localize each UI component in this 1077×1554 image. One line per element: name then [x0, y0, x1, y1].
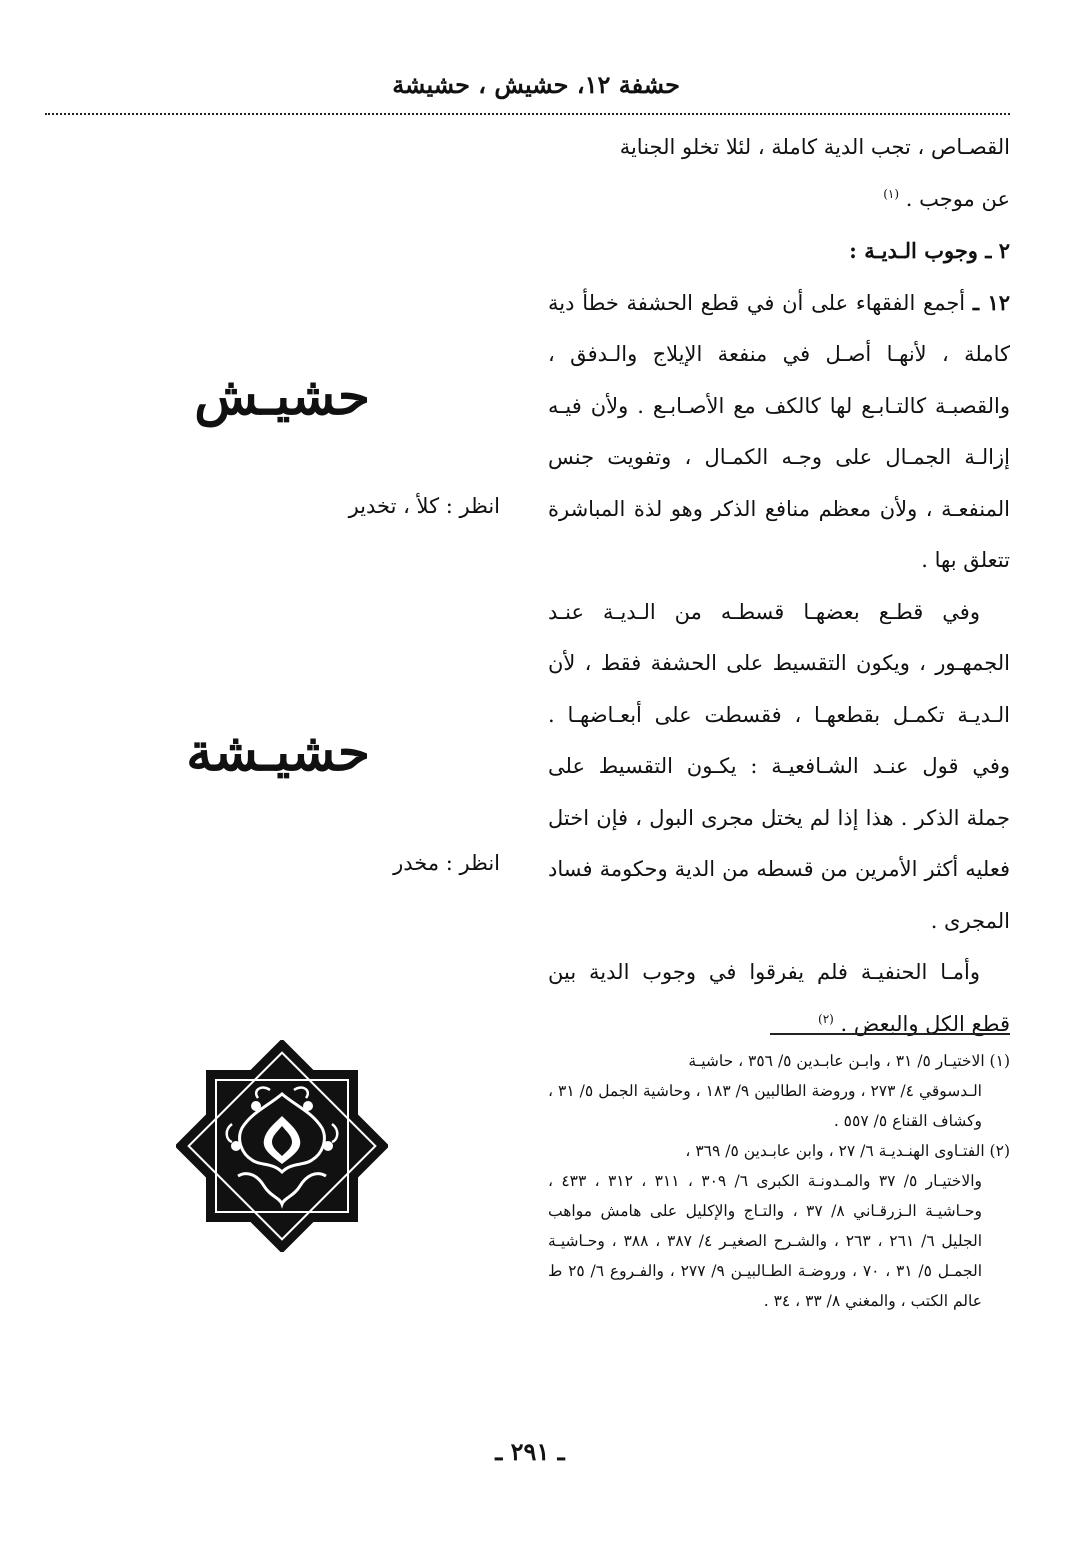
footnote-divider: [770, 1033, 1010, 1035]
continuation-text: عن موجب .: [905, 186, 1010, 211]
continuation-line: [548, 174, 1010, 226]
paragraph-hanafi-text: وأمـا الحنفيـة فلم يفرقوا في وجوب الدية بين قطع الكل والبعض .: [548, 960, 1010, 1036]
entry-title-hashisha: حشيـشة: [186, 722, 370, 783]
main-text-column: [548, 122, 1010, 1050]
paragraph-12-text: أجمع الفقهاء على أن في قطع الحشفة خطأ دية كاملة ، لأنهـا أصـل في منفعة الإيلاج والـدفق ، والقصبـة كالتـابـع لها كالكف مع الأصـابـع . ولأن فيـه إزالـة الجمـال على وجـه الكمـال ، وتفويت جنس المنفعـة ، ولأن معظم منافع الذكر وهو لذة المباشرة تتعلق بها .: [548, 290, 1010, 572]
running-head: حشفة ١٢، حشيش ، حشيشة: [392, 70, 680, 99]
footnote-marker-1[interactable]: (١): [883, 186, 900, 201]
continuation-line: القصـاص ، تجب الدية كاملة ، لئلا تخلو الجناية: [619, 135, 1010, 159]
footnote-2-continuation: والاختيـار ٥/ ٣٧ والمـدونـة الكبرى ٦/ ٣٠٩ ، ٣١١ ، ٣١٢ ، ٤٣٣ ، وحـاشيـة الـزرقـاني ٨/ ٣٧ ، والتـاج والإكليل على هامش مواهب الجليل ٦/ ٢٦١ ، ٢٦٣ ، والشـرح الصغيـر ٤/ ٣٨٧ ، ٣٨٨ ، وحـاشيـة الجمـل ٥/ ٣١ ، ٧٠ ، وروضـة الطـالبيـن ٩/ ٢٧٧ ، والفـروع ٦/ ٢٥ ط عالم الكتب ، والمغني ٨/ ٣٣ ، ٣٤ .: [548, 1172, 983, 1310]
footnote-marker-2[interactable]: (٢): [818, 1011, 834, 1026]
entry-see-also-hashisha[interactable]: انظر : مخدر: [393, 851, 500, 875]
footnote-1-continuation: الـدسوقي ٤/ ٢٧٣ ، وروضة الطالبين ٩/ ١٨٣ ، وحاشية الجمل ٥/ ٣١ ، وكشاف القناع ٥/ ٥٥٧ .: [548, 1082, 982, 1130]
footnotes: [548, 1046, 1010, 1316]
footnote-2-first-line: (٢) الفتـاوى الهنـديـة ٦/ ٢٧ ، وابن عابـدين ٥/ ٣٦٩ ،: [685, 1142, 1010, 1160]
entry-see-also-hashish[interactable]: انظر : كلأ ، تخدير: [348, 494, 500, 518]
paragraph-12: [548, 277, 1010, 587]
page-number: ـ ٢٩١ ـ: [495, 1437, 565, 1466]
section-subheading: ٢ ـ وجوب الـديـة :: [849, 238, 1010, 263]
footnote-1-first-line: (١) الاختيـار ٥/ ٣١ ، وابـن عابـدين ٥/ ٣٥٦ ، حاشيـة: [688, 1052, 1010, 1070]
star-arabesque-ornament-icon: [176, 1040, 388, 1252]
footnote-1: [548, 1046, 1010, 1076]
paragraph-number: ١٢ ـ: [972, 289, 1010, 315]
entry-title-hashish: حشيـش: [194, 366, 370, 427]
footnote-2: [548, 1136, 1010, 1166]
paragraph-partial-cut: وفي قطـع بعضهـا قسطـه من الـديـة عنـد الجمهـور ، ويكون التقسيط على الحشفة فقط ، لأن الـديـة تكمـل بقطعهـا ، فقسطت على أبعـاضهـا . وفي قول عنـد الشـافعيـة : يكـون التقسيط على جملة الذكر . هذا إذا لم يختل مجرى البول ، فإن اختل فعليه أكثر الأمرين من قسطه من الدية وحكومة فساد المجرى .: [548, 599, 1010, 933]
header-divider: [45, 113, 1010, 115]
